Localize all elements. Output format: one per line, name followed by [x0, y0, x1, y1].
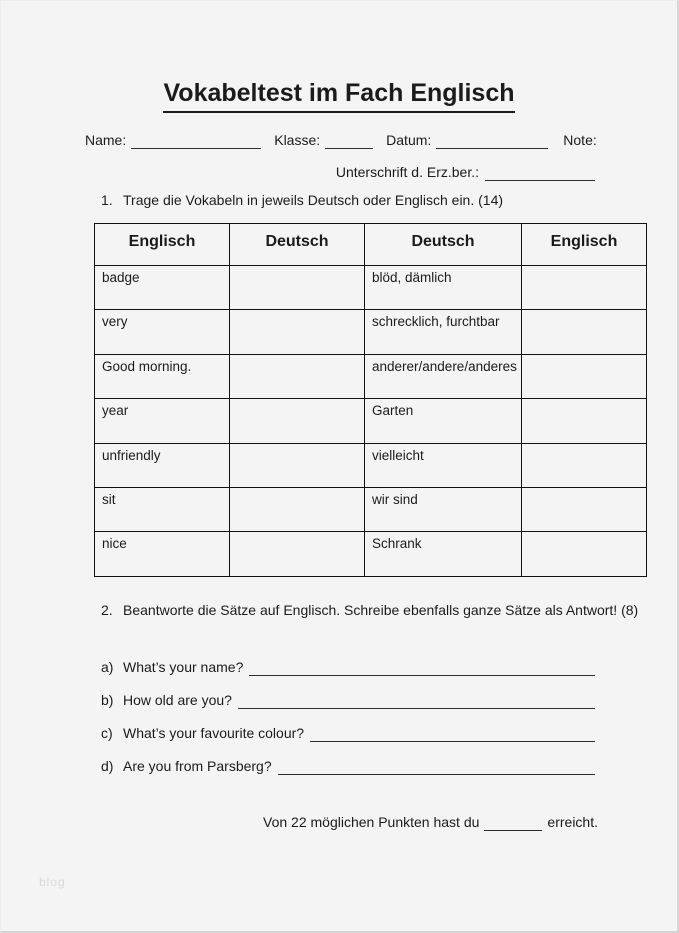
score-prefix: Von 22 möglichen Punkten hast du [263, 814, 480, 830]
table-cell-blank [230, 443, 365, 487]
task2-number: 2. [101, 602, 113, 618]
question-row [101, 643, 595, 676]
question-letter: b) [101, 692, 114, 708]
question-letter: c) [101, 725, 113, 741]
task1-instruction [101, 191, 503, 209]
question-list [101, 643, 595, 775]
note-label: Note: [563, 132, 597, 148]
table-cell-blank [522, 310, 647, 354]
table-cell-blank [230, 310, 365, 354]
score-blank-line [484, 814, 542, 831]
question-letter: d) [101, 758, 114, 774]
table-row [95, 310, 647, 354]
table-cell-blank [230, 354, 365, 398]
answer-blank-line [249, 659, 595, 676]
table-header: Englisch [95, 224, 230, 266]
answer-blank-line [310, 725, 595, 742]
table-cell-blank [230, 532, 365, 576]
table-cell-blank [522, 443, 647, 487]
name-blank-line [131, 132, 261, 149]
signature-row [336, 163, 595, 181]
datum-label: Datum: [386, 132, 432, 148]
question-text: What’s your name? [123, 659, 244, 675]
table-cell-blank [230, 399, 365, 443]
answer-blank-line [238, 692, 595, 709]
task2-instruction-text: Beantworte die Sätze auf Englisch. Schreibe ebenfalls ganze Sätze als Antwort! (8) [123, 602, 639, 618]
question-text: How old are you? [123, 692, 232, 708]
table-cell-blank [522, 399, 647, 443]
table-cell: year [95, 399, 230, 443]
page-title: Vokabeltest im Fach Englisch [1, 79, 677, 113]
table-row [95, 399, 647, 443]
table-cell-blank [522, 532, 647, 576]
table-header: Deutsch [365, 224, 522, 266]
table-cell: blöd, dämlich [365, 266, 522, 310]
table-cell-blank [522, 487, 647, 531]
table-cell-blank [230, 487, 365, 531]
question-row [101, 676, 595, 709]
klasse-label: Klasse: [274, 132, 321, 148]
question-row [101, 742, 595, 775]
table-cell-blank [230, 266, 365, 310]
klasse-blank-line [325, 132, 373, 149]
table-cell: nice [95, 532, 230, 576]
table-row [95, 266, 647, 310]
table-cell-blank [522, 266, 647, 310]
table-cell: anderer/andere/anderes [365, 354, 522, 398]
task2-instruction [101, 601, 638, 619]
vocab-table [94, 223, 647, 577]
table-row [95, 443, 647, 487]
table-row [95, 354, 647, 398]
table-cell: badge [95, 266, 230, 310]
task1-number: 1. [101, 192, 113, 208]
table-cell: schrecklich, furchtbar [365, 310, 522, 354]
table-header-row [95, 224, 647, 266]
question-letter: a) [101, 659, 114, 675]
student-info-row [85, 131, 617, 149]
table-cell: Good morning. [95, 354, 230, 398]
question-text: Are you from Parsberg? [123, 758, 272, 774]
table-cell: vielleicht [365, 443, 522, 487]
name-label: Name: [85, 132, 127, 148]
table-cell: Garten [365, 399, 522, 443]
question-row [101, 709, 595, 742]
task1-instruction-text: Trage die Vokabeln in jeweils Deutsch oder Englisch ein. (14) [123, 192, 504, 208]
watermark-text: blog [39, 875, 66, 889]
table-cell: unfriendly [95, 443, 230, 487]
table-cell-blank [522, 354, 647, 398]
datum-blank-line [436, 132, 548, 149]
table-cell: wir sind [365, 487, 522, 531]
table-cell: very [95, 310, 230, 354]
table-header: Englisch [522, 224, 647, 266]
signature-label: Unterschrift d. Erz.ber.: [335, 164, 479, 180]
question-text: What’s your favourite colour? [123, 725, 305, 741]
answer-blank-line [278, 758, 595, 775]
table-cell: sit [95, 487, 230, 531]
score-suffix: erreicht. [547, 814, 598, 830]
table-cell: Schrank [365, 532, 522, 576]
signature-blank-line [485, 164, 595, 181]
table-row [95, 532, 647, 576]
table-row [95, 487, 647, 531]
table-header: Deutsch [230, 224, 365, 266]
score-line [263, 813, 598, 831]
